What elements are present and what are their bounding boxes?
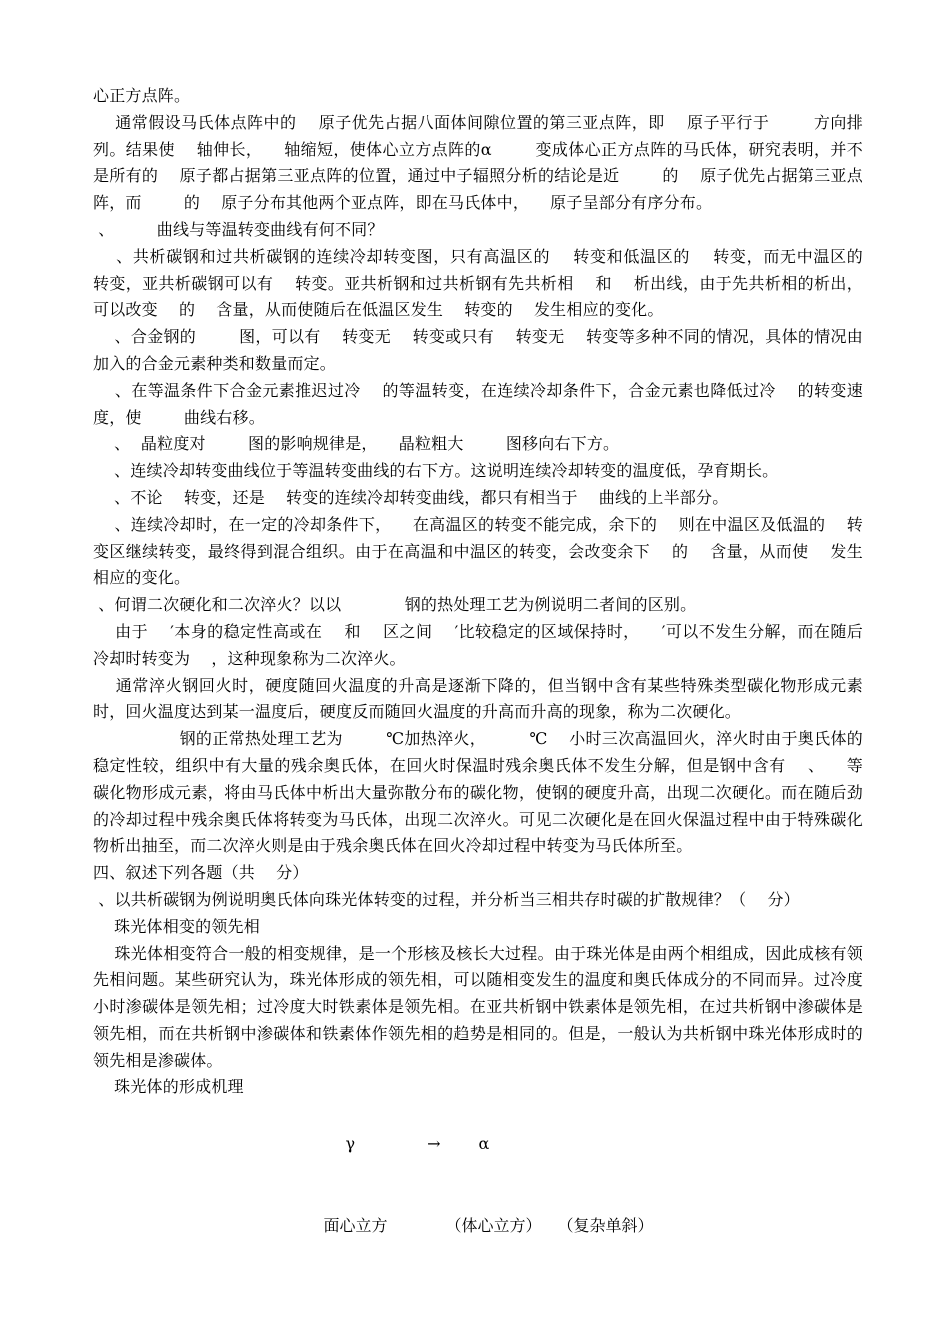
paragraph-2: 通常假设马氏体点阵中的 原子优先占据八面体间隙位置的第三亚点阵，即 原子平行于 方向排列。结果使 轴伸长， 轴缩短，使体心立方点阵的α 变成体心正方点阵的马氏体，研究表明，并不是所有的 原子都占据第三亚点阵的位置，通过中子辐照分析的结论是近 的 原子优先占据第三亚点阵，而 的 原子分布其他两个亚点阵，即在马氏体中， 原子呈部分有序分布。 <box>93 112 863 213</box>
fcc-label: 面心立方 <box>323 1216 388 1236</box>
paragraph-9: 、连续冷却时，在一定的冷却条件下， 在高温区的转变不能完成，余下的 则在中温区及低温的 转变区继续转变，最终得到混合组织。由于在高温和中温区的转变，会改变余下 的 含量，从而使 发生相应的变化。 <box>93 514 863 588</box>
subheading-formation-mechanism: 珠光体的形成机理 <box>93 1077 244 1097</box>
paragraph-7: 、连续冷却转变曲线位于等温转变曲线的右下方。这说明连续冷却转变的温度低，孕育期长。 <box>93 461 779 481</box>
section-heading-4: 四、叙述下列各题（共 分） <box>93 863 309 883</box>
paragraph-8: 、不论 转变，还是 转变的连续冷却转变曲线，都只有相当于 曲线的上半部分。 <box>93 487 729 507</box>
bcc-label: （体心立方） <box>445 1216 542 1236</box>
subheading-leading-phase: 珠光体相变的领先相 <box>93 916 260 936</box>
question-heading-1: 、以共析碳钢为例说明奥氏体向珠光体转变的过程，并分析当三相共存时碳的扩散规律？（ 分） <box>93 889 800 909</box>
paragraph-3: 、共析碳钢和过共析碳钢的连续冷却转变图，只有高温区的 转变和低温区的 转变，而无中温区的 转变，亚共析碳钢可以有 转变。亚共析钢和过共析钢有先共析相 和 析出线，由于先共析相的析出，可以改变 的 含量，从而使随后在低温区发生 转变的 发生相应的变化。 <box>93 246 885 320</box>
paragraph-4: 、合金钢的 图，可以有 转变无 转变或只有 转变无 转变等多种不同的情况，具体的情况由加入的合金元素种类和数量而定。 <box>93 327 863 373</box>
arrow-symbol: → <box>427 1134 441 1154</box>
complex-monoclinic-label: （复杂单斜） <box>557 1216 654 1236</box>
question-heading-3: 、何谓二次硬化和二次淬火？以以 钢的热处理工艺为例说明二者间的区别。 <box>93 595 697 615</box>
paragraph-5: 、在等温条件下合金元素推迟过冷 的等温转变，在连续冷却条件下，合金元素也降低过冷 的转变速度，使 曲线右移。 <box>93 380 863 427</box>
phase-transformation-symbols <box>93 1105 863 1183</box>
question-heading-2: 、 曲线与等温转变曲线有何不同？ <box>93 219 384 239</box>
crystal-structure-labels <box>93 1187 863 1265</box>
paragraph-13: 珠光体相变符合一般的相变规律，是一个形核及核长大过程。由于珠光体是由两个相组成，因此成核有领先相问题。某些研究认为，珠光体形成的领先相，可以随相变发生的温度和奥氏体成分的不同而异。过冷度小时渗碳体是领先相；过冷度大时铁素体是领先相。在亚共析钢中铁素体是领先相，在过共析钢中渗碳体是领先相，而在共析钢中渗碳体和铁素体作领先相的趋势是相同的。但是，一般认为共析钢中珠光体形成时的领先相是渗碳体。 <box>93 943 863 1070</box>
paragraph-6: 、 晶粒度对 图的影响规律是， 晶粒粗大 图移向右下方。 <box>93 434 620 454</box>
paragraph-1: 心正方点阵。 <box>93 86 191 105</box>
alpha-symbol: α <box>478 1134 490 1154</box>
gamma-symbol: γ <box>345 1134 356 1154</box>
paragraph-11: 通常淬火钢回火时，硬度随回火温度的升高是逐渐下降的，但当钢中含有某些特殊类型碳化物形成元素时，回火温度达到某一温度后，硬度反而随回火温度的升高而升高的现象，称为二次硬化。 <box>93 675 863 722</box>
paragraph-12: 钢的正常热处理工艺为 ℃加热淬火， ℃ 小时三次高温回火，淬火时由于奥氏体的稳定性较，组织中有大量的残余奥氏体，在回火时保温时残余奥氏体不发生分解，但是钢中含有 、 等碳化物形成元素，将由马氏体中析出大量弥散分布的碳化物，使钢的硬度升高，出现二次硬化。而在随后劲的冷却过程中残余奥氏体将转变为马氏体，出现二次淬火。可见二次硬化是在回火保温过程中由于特殊碳化物析出抽至，而二次淬火则是由于残余奥氏体在回火冷却过程中转变为马氏体所至。 <box>93 729 863 856</box>
document-body <box>93 83 885 1265</box>
paragraph-10: 由于 ′本身的稳定性高或在 和 区之间 ′比较稳定的区域保持时， ′可以不发生分解，而在随后冷却时转变为 ，这种现象称为二次淬火。 <box>93 621 863 668</box>
